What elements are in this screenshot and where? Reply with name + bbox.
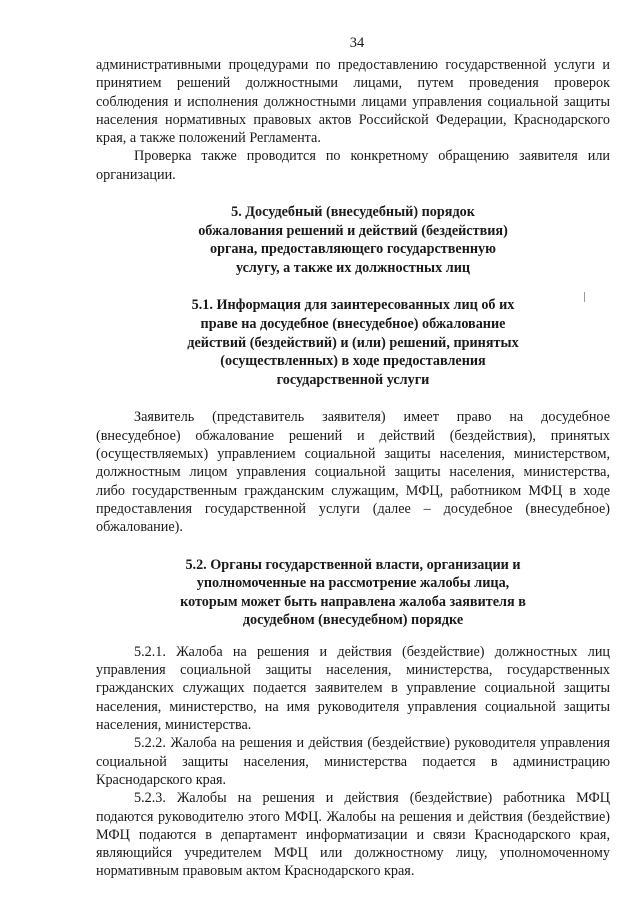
section-5-1-text: Заявитель (представитель заявителя) имеет право на досудебное (внесудебное) обжалование решений и действий (бездействия), принятых (осуществляемых) управлением социальной защиты населения, министерством, должностным лицом управления социальной защиты населения, министерства, либо государственным гражданским служащим, МФЦ, работником МФЦ в ходе предоставления государственной услуги (далее – досудебное (внесудебное) обжалование).	[96, 409, 610, 536]
paragraph-inspection-request: Проверка также проводится по конкретному обращению заявителя или организации.	[96, 148, 610, 183]
item-5-2-2: 5.2.2. Жалоба на решения и действия (бездействие) руководителя управления социальной защиты населения, министерства подается в администрацию Краснодарского края.	[96, 735, 610, 788]
paragraph-control-continuation: административными процедурами по предоставлению государственной услуги и принятием решений должностными лицами, путем проведения проверок соблюдения и исполнения должностными лицами управления социальной защиты населения нормативных правовых актов Российской Федерации, Краснодарского края, а также положений Регламента.	[96, 57, 610, 147]
section-5-heading: 5. Досудебный (внесудебный) порядок обжалования решений и действий (бездействия) органа, предоставляющего государственную услугу, а также их должностных лиц	[198, 204, 508, 276]
section-5-1-heading: 5.1. Информация для заинтересованных лиц об их праве на досудебное (внесудебное) обжалование действий (бездействий) и (или) решений, принятых (осуществленных) в ходе предоставления государственной услуги	[187, 297, 519, 388]
item-5-2-1: 5.2.1. Жалоба на решения и действия (бездействие) должностных лиц управления социальной защиты населения, министерства, государственных гражданских служащих подается заявителем в управление социальной защиты населения, министерство, на имя руководителя управления социальной защиты населения, министерства.	[96, 643, 610, 734]
item-5-2-3: 5.2.3. Жалобы на решения и действия (бездействие) работника МФЦ подаются руководителю этого МФЦ. Жалобы на решения и действия (бездействие) МФЦ подаются в департамент информатизации и связи Краснодарского края, являющийся учредителем МФЦ или должностному лицу, уполномоченному нормативным правовым актом Краснодарского края.	[96, 790, 610, 880]
page-number: 34	[349, 35, 365, 51]
section-5-2-heading: 5.2. Органы государственной власти, организации и уполномоченные на рассмотрение жалобы лица, которым может быть направлена жалоба заявителя в досудебном (внесудебном) порядке	[180, 556, 526, 629]
scan-artifact-mark	[584, 292, 585, 302]
